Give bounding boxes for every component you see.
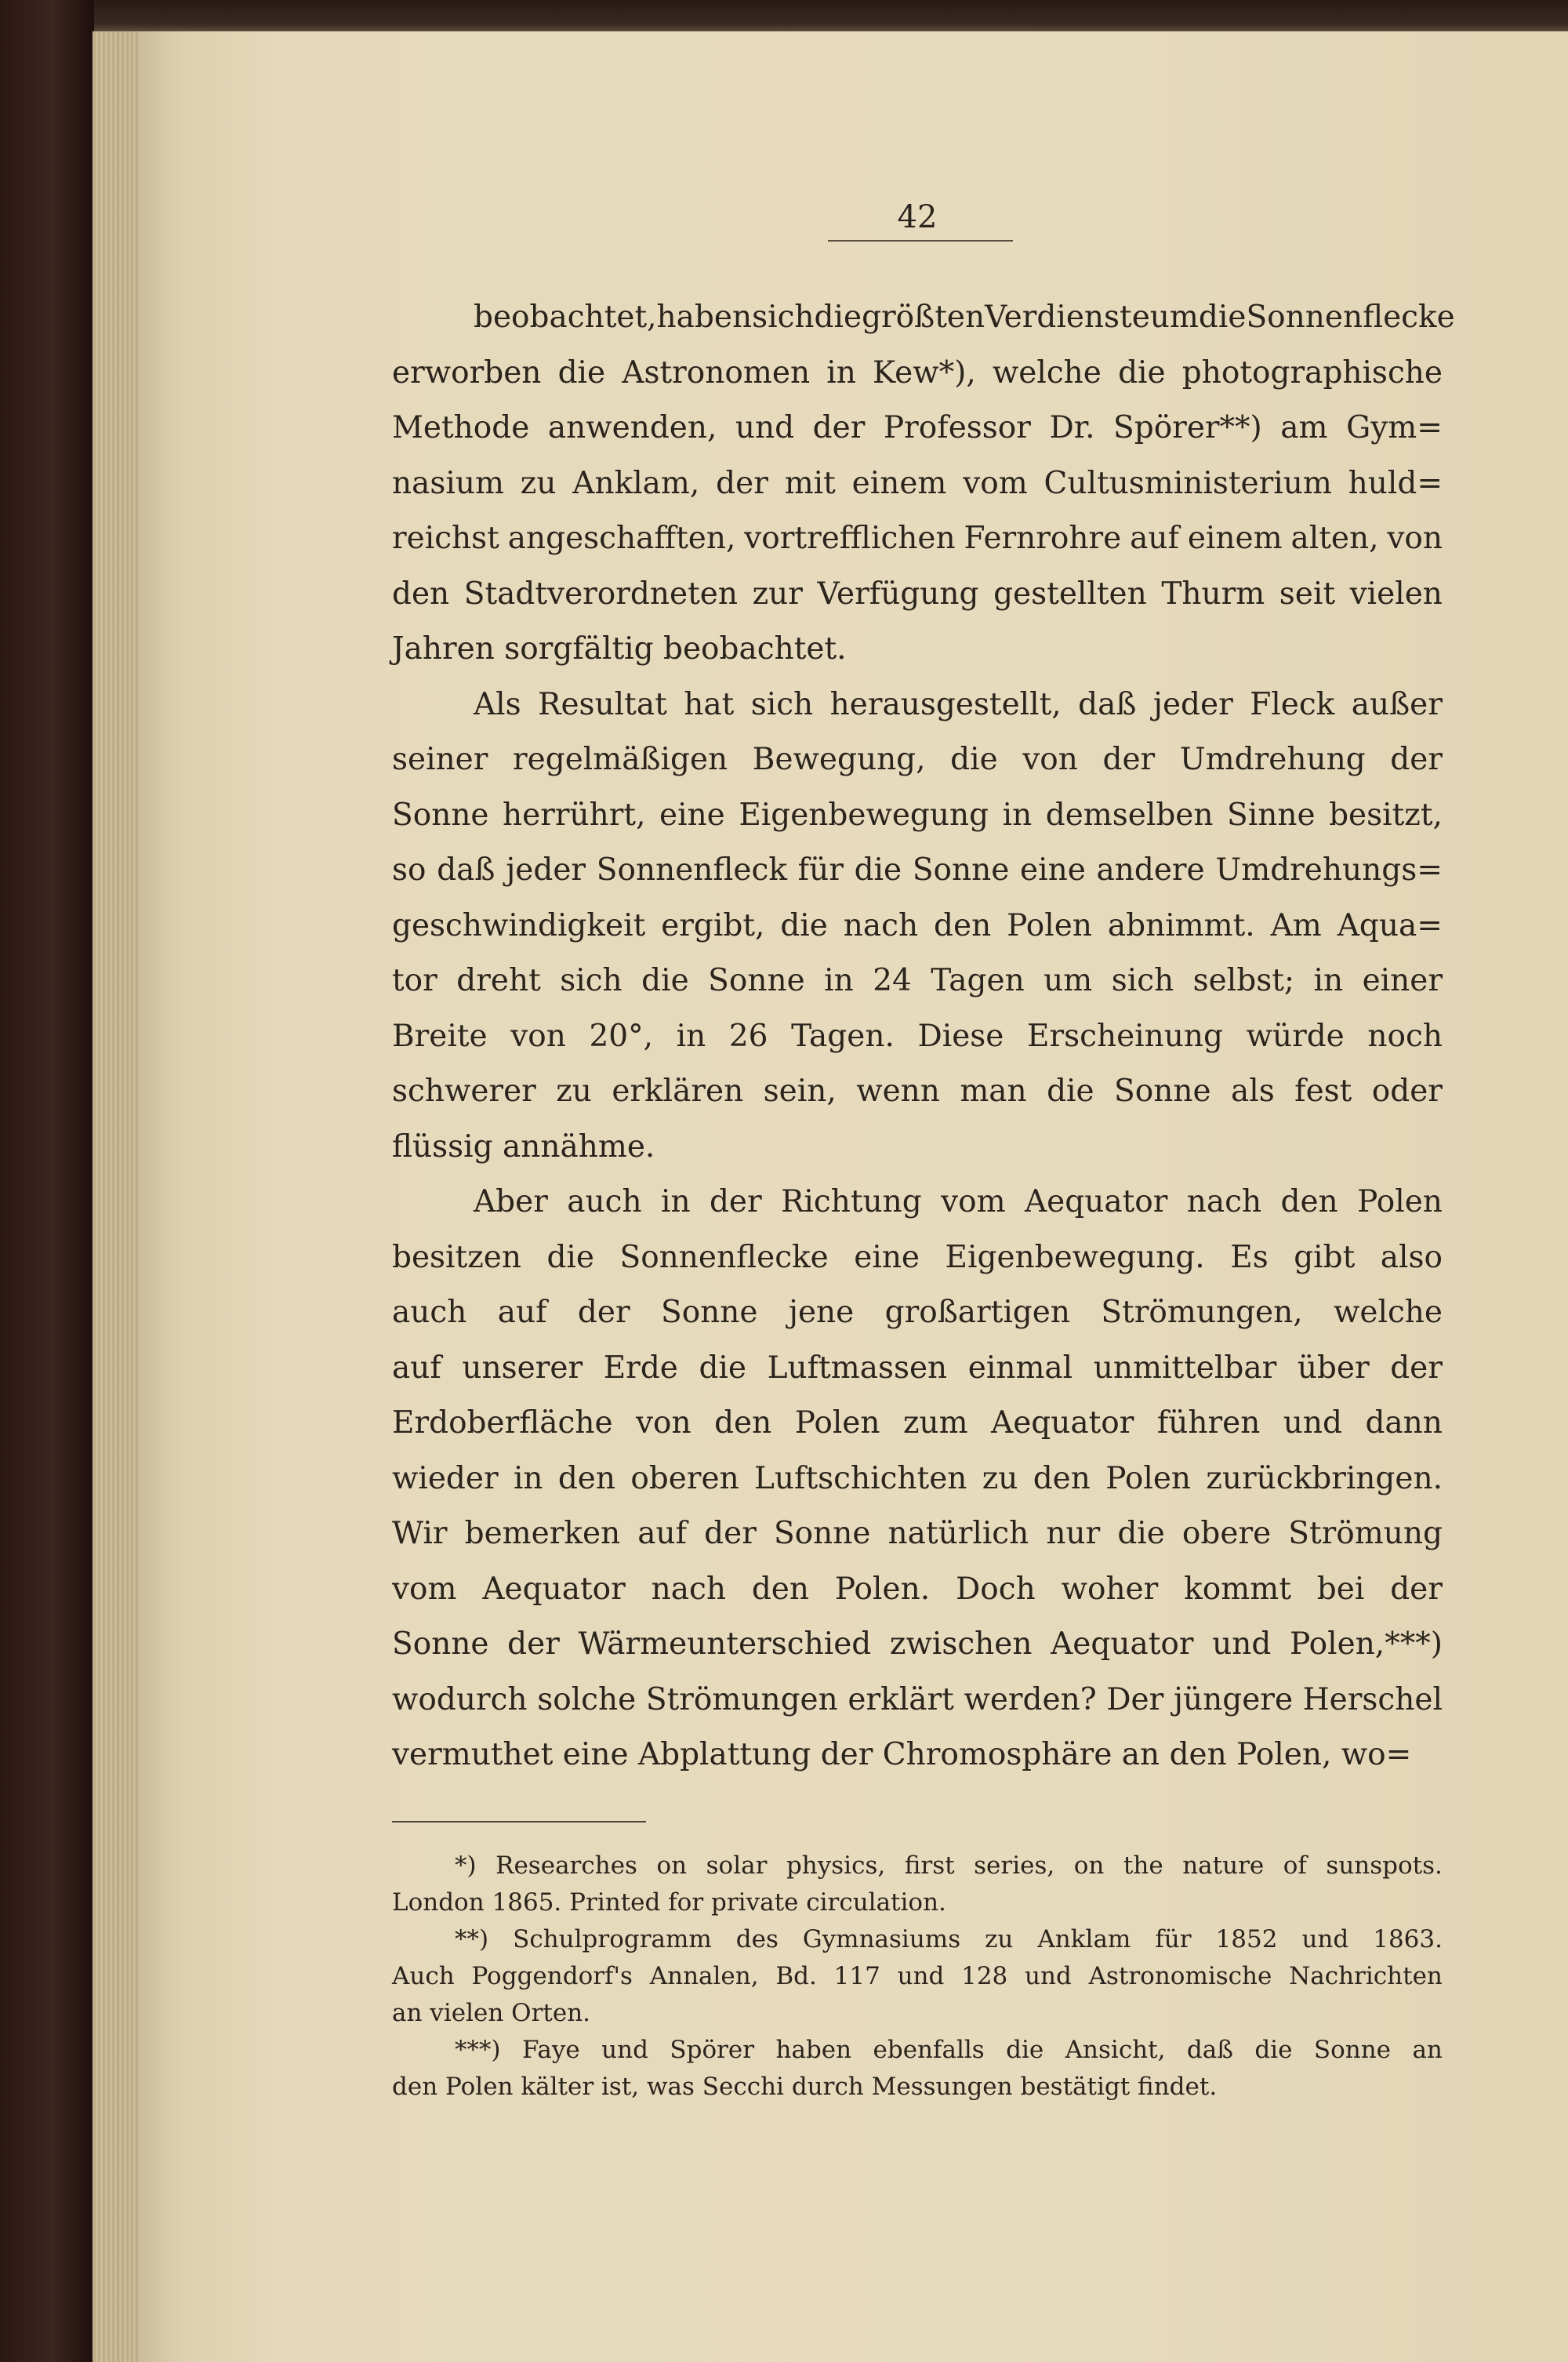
page-number: 42 bbox=[897, 199, 938, 235]
text-line: Methode anwenden, und der Professor Dr. Spörer**) am Gym= bbox=[392, 410, 1443, 445]
text-line: Erdoberfläche von den Polen zum Aequator führen und dann bbox=[392, 1405, 1443, 1441]
text-line: Wir bemerken auf der Sonne natürlich nur die obere Strömung bbox=[392, 1516, 1443, 1551]
text-line: flüssig annähme. bbox=[392, 1128, 655, 1165]
text-line: an vielen Orten. bbox=[392, 1999, 591, 2027]
text-line: Als Resultat hat sich herausgestellt, daß jeder Fleck außer bbox=[474, 686, 1443, 722]
text-line: geschwindigkeit ergibt, die nach den Polen abnimmt. Am Aqua= bbox=[392, 907, 1443, 943]
text-line: beobachtet, haben sich die größten Verdienste um die Sonnenflecke bbox=[474, 300, 1455, 335]
text-line: besitzen die Sonnenflecke eine Eigenbewegung. Es gibt also bbox=[392, 1239, 1443, 1275]
text-line: seiner regelmäßigen Bewegung, die von der Umdrehung der bbox=[392, 742, 1443, 777]
text-line: so daß jeder Sonnenfleck für die Sonne eine andere Umdrehungs= bbox=[392, 852, 1443, 888]
footnote bbox=[392, 2032, 1443, 2106]
text-line: Sonne herrührt, eine Eigenbewegung in demselben Sinne besitzt, bbox=[392, 797, 1443, 833]
text-line: den Stadtverordneten zur Verfügung gestellten Thurm seit vielen bbox=[392, 576, 1443, 612]
text-line: wieder in den oberen Luftschichten zu den Polen zurückbringen. bbox=[392, 1460, 1443, 1496]
text-line: *) Researches on solar physics, first series, on the nature of sunspots. bbox=[455, 1851, 1443, 1880]
text-line: **) Schulprogramm des Gymnasiums zu Anklam für 1852 und 1863. bbox=[455, 1925, 1443, 1953]
paragraph bbox=[392, 1175, 1443, 1783]
text-line: wodurch solche Strömungen erklärt werden? Der jüngere Herschel bbox=[392, 1681, 1443, 1717]
text-line: nasium zu Anklam, der mit einem vom Cultusministerium huld= bbox=[392, 465, 1443, 501]
text-line: Breite von 20°, in 26 Tagen. Diese Erscheinung würde noch bbox=[392, 1018, 1443, 1054]
text-line: vom Aequator nach den Polen. Doch woher kommt bei der bbox=[392, 1571, 1443, 1607]
text-line: ***) Faye und Spörer haben ebenfalls die Ansicht, daß die Sonne an bbox=[455, 2036, 1443, 2064]
footnote bbox=[392, 1848, 1443, 1921]
paragraph bbox=[392, 678, 1443, 1176]
footnotes bbox=[392, 1848, 1443, 2106]
text-line: Auch Poggendorf's Annalen, Bd. 117 und 128 und Astronomische Nachrichten bbox=[392, 1962, 1443, 1990]
text-line: Sonne der Wärmeunterschied zwischen Aequator und Polen,***) bbox=[392, 1626, 1443, 1662]
page-edges bbox=[93, 31, 143, 2362]
paragraph bbox=[392, 290, 1455, 678]
text-line: den Polen kälter ist, was Secchi durch Messungen bestätigt findet. bbox=[392, 2073, 1218, 2101]
text-line: auf unserer Erde die Luftmassen einmal unmittelbar über der bbox=[392, 1350, 1443, 1386]
text-line: London 1865. Printed for private circulation. bbox=[392, 1888, 946, 1917]
text-line: Jahren sorgfältig beobachtet. bbox=[392, 631, 847, 667]
footnote-separator bbox=[392, 1821, 646, 1822]
text-line: vermuthet eine Abplattung der Chromosphäre an den Polen, wo= bbox=[392, 1737, 1412, 1772]
text-line: schwerer zu erklären sein, wenn man die Sonne als fest oder bbox=[392, 1074, 1443, 1109]
body-text bbox=[392, 290, 1455, 1783]
text-line: erworben die Astronomen in Kew*), welche die photographische bbox=[392, 354, 1443, 391]
text-line: reichst angeschafften, vortrefflichen Fernrohre auf einem alten, von bbox=[392, 521, 1443, 556]
text-line: Aber auch in der Richtung vom Aequator nach den Polen bbox=[474, 1184, 1443, 1219]
text-line: auch auf der Sonne jene großartigen Strömungen, welche bbox=[392, 1295, 1443, 1330]
book-cover-edge bbox=[0, 0, 94, 2362]
footnote bbox=[392, 1921, 1443, 2032]
page-number-rule bbox=[828, 240, 1013, 242]
text-line: tor dreht sich die Sonne in 24 Tagen um sich selbst; in einer bbox=[392, 963, 1443, 998]
